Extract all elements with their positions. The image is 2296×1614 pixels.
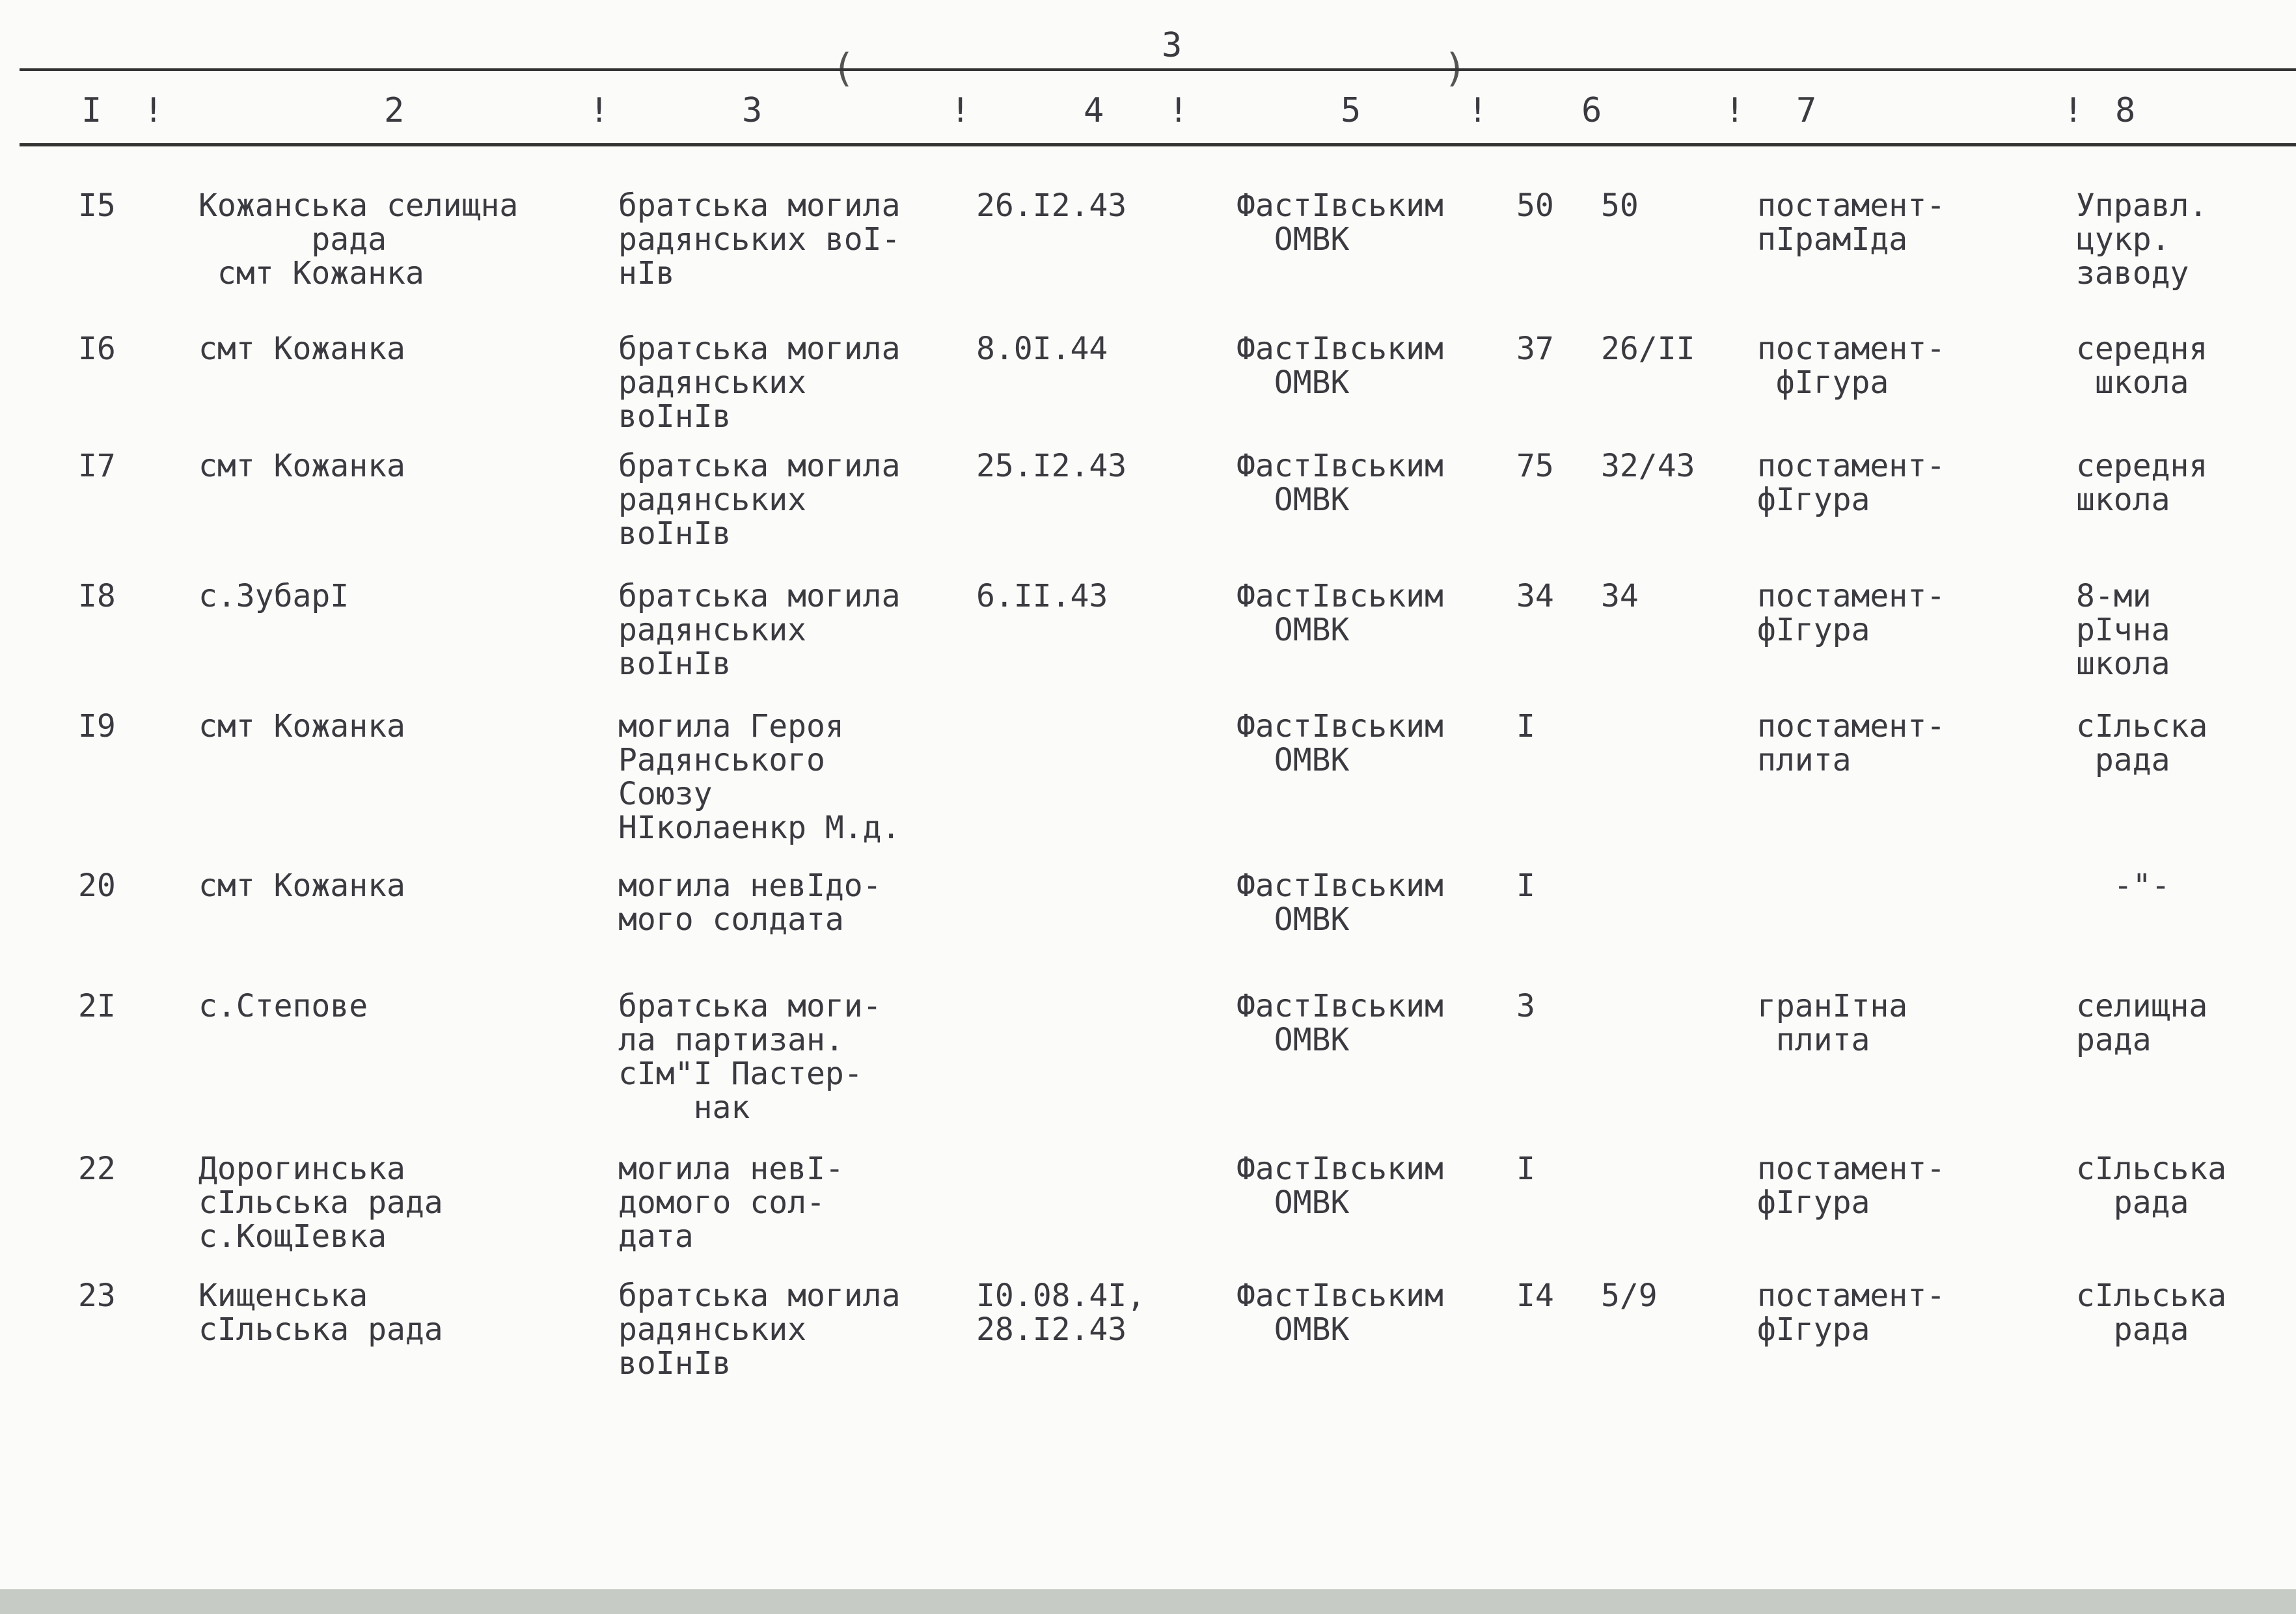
cell-c6a: I [1516,868,1535,904]
cell-c3: братська могила радянських воIнIв [618,578,901,682]
cell-c6b: 5/9 [1601,1278,1658,1314]
cell-c6b: 32/43 [1601,448,1695,484]
cell-c5: ФастIвським ОМВК [1237,578,1443,648]
cell-c4: I0.08.4I, 28.I2.43 [976,1278,1146,1348]
cell-c6a: I [1516,1151,1535,1187]
cell-c6b: 34 [1601,578,1639,614]
cell-c5: ФастIвським ОМВК [1237,1278,1443,1348]
cell-c8: 8-ми рIчна школа [2076,578,2170,682]
cell-c5: ФастIвським ОМВК [1237,988,1443,1058]
header-rule-top [20,68,2296,71]
cell-c5: ФастIвським ОМВК [1237,448,1443,518]
cell-c8: сIльська рада [2076,1151,2227,1221]
col-header-6: 6 [1581,91,1602,130]
cell-c3: братська могила радянських воIнIв [618,331,901,435]
col-separator: ! [2063,91,2084,130]
col-header-8: 8 [2115,91,2136,130]
cell-c3: могила Героя Радянського Союзу НIколаенкр М.д. [618,708,901,846]
margin-mark-right: ) [1443,46,1468,91]
cell-n: 23 [78,1278,116,1314]
cell-c7: постамент- фIгура [1757,448,1945,518]
cell-n: I7 [78,448,116,484]
cell-c6a: 75 [1516,448,1554,484]
cell-c8: середня школа [2076,331,2208,401]
col-separator: ! [143,91,164,130]
cell-c5: ФастIвським ОМВК [1237,868,1443,938]
scan-edge [0,1589,2296,1614]
cell-c8: -"- [2076,868,2170,904]
cell-n: 22 [78,1151,116,1187]
cell-c8: Управл. цукр. заводу [2076,187,2208,292]
col-separator: ! [589,91,610,130]
cell-c5: ФастIвським ОМВК [1237,187,1443,258]
cell-c2: с.ЗубарI [198,578,349,614]
col-separator: ! [1168,91,1189,130]
cell-c2: смт Кожанка [198,448,405,484]
col-header-3: 3 [742,91,763,130]
cell-c6a: 50 [1516,187,1554,224]
cell-n: 20 [78,868,116,904]
cell-c8: середня школа [2076,448,2208,518]
col-header-2: 2 [384,91,405,130]
cell-n: I5 [78,187,116,224]
cell-c7: постамент- пIрамIда [1757,187,1945,258]
cell-c6a: I [1516,708,1535,745]
cell-c2: смт Кожанка [198,868,405,904]
col-separator: ! [1468,91,1488,130]
cell-n: I6 [78,331,116,367]
cell-c7: постамент- фIгура [1757,1151,1945,1221]
cell-c4: 8.0I.44 [976,331,1108,367]
cell-c3: братська могила радянських воIнIв [618,1278,901,1382]
cell-c6a: 37 [1516,331,1554,367]
cell-c8: селищна рада [2076,988,2208,1058]
cell-c4: 6.II.43 [976,578,1108,614]
cell-c2: смт Кожанка [198,331,405,367]
col-separator: ! [1725,91,1745,130]
cell-c2: Кищенська сIльська рада [198,1278,443,1348]
cell-c7: постамент- фIгура [1757,578,1945,648]
col-header-4: 4 [1084,91,1104,130]
cell-c3: могила невI- домого сол- дата [618,1151,844,1255]
cell-c7: постамент- фIгура [1757,331,1945,401]
col-header-5: 5 [1341,91,1361,130]
cell-c2: смт Кожанка [198,708,405,745]
cell-c3: братська могила радянських воIнIв [618,448,901,552]
cell-c6a: I4 [1516,1278,1554,1314]
col-separator: ! [950,91,971,130]
cell-c7: постамент- плита [1757,708,1945,778]
cell-n: I8 [78,578,116,614]
cell-n: 2I [78,988,116,1024]
cell-c5: ФастIвським ОМВК [1237,708,1443,778]
cell-c6b: 26/II [1601,331,1695,367]
cell-c4: 26.I2.43 [976,187,1127,224]
cell-c3: братська моги- ла партизан. сIм"I Пастер- нак [618,988,882,1126]
col-header-1: I [81,91,102,130]
cell-c2: Дорогинська сIльська рада с.КощIевка [198,1151,443,1255]
cell-c7: постамент- фIгура [1757,1278,1945,1348]
cell-c2: с.Степове [198,988,368,1024]
cell-c6a: 34 [1516,578,1554,614]
cell-c6a: 3 [1516,988,1535,1024]
cell-c2: Кожанська селищна рада смт Кожанка [198,187,519,292]
cell-c8: сIльська рада [2076,1278,2227,1348]
col-header-7: 7 [1796,91,1817,130]
cell-c6b: 50 [1601,187,1639,224]
cell-c4: 25.I2.43 [976,448,1127,484]
cell-c5: ФастIвським ОМВК [1237,1151,1443,1221]
margin-mark-left: ( [832,46,856,91]
cell-c7: гранIтна плита [1757,988,1908,1058]
cell-c8: сIльска рада [2076,708,2208,778]
page-number: 3 [1162,26,1182,65]
cell-n: I9 [78,708,116,745]
cell-c5: ФастIвським ОМВК [1237,331,1443,401]
header-rule-bottom [20,143,2296,146]
cell-c3: братська могила радянських воI- нIв [618,187,901,292]
cell-c3: могила невIдо- мого солдата [618,868,882,938]
